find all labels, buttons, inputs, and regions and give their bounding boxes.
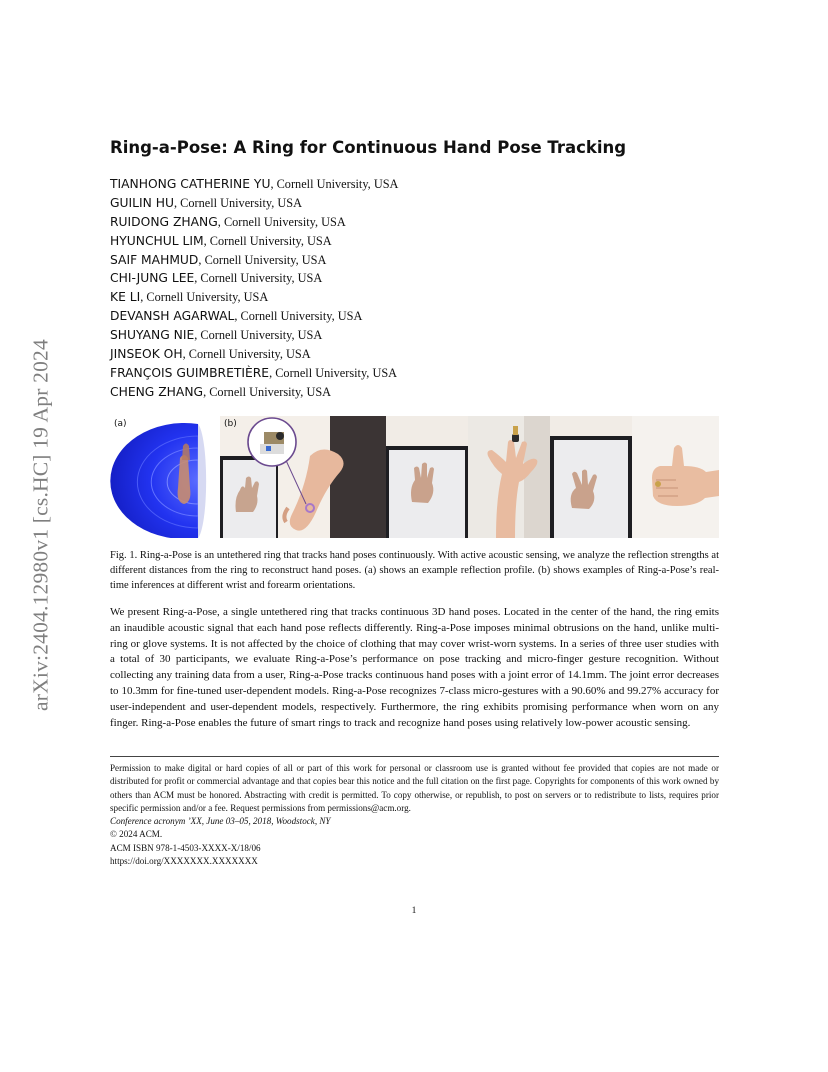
arxiv-stamp-text: arXiv:2404.12980v1 [cs.HC] 19 Apr 2024 — [28, 339, 53, 711]
author-name: SHUYANG NIE — [110, 328, 195, 343]
author-affiliation: Cornell University, USA — [209, 384, 332, 399]
author-name: KE LI — [110, 290, 141, 305]
author-affiliation: Cornell University, USA — [276, 177, 399, 191]
author-entry: SAIF MAHMUD, Cornell University, USA — [110, 252, 327, 267]
author-name: JINSEOK OH — [110, 347, 183, 362]
author-name: FRANÇOIS GUIMBRETIÈRE — [110, 365, 270, 380]
author-name: SAIF MAHMUD — [110, 252, 199, 267]
footnote-block — [110, 762, 719, 868]
thumbs-up-photo — [632, 416, 719, 538]
footnote-rule — [110, 756, 719, 757]
figure-label-a: (a) — [114, 419, 127, 429]
author-entry: KE LI, Cornell University, USA — [110, 290, 269, 305]
permission-notice: Permission to make digital or hard copies of all or part of this work for personal or classroom use is granted without fee provided that copies are not made or distributed for profit or commercial advantage and that copies bear this notice and the full citation on the first page. Copyrights for components of this work owned by others than ACM must be honored. Abstracting with credit is permitted. To copy otherwise, or republish, to post on servers or to redistribute to lists, requires prior specific permission and/or a fee. Request permissions from permissions@acm.org. — [110, 763, 719, 813]
hand-gesture-photo — [468, 416, 550, 538]
author-name: DEVANSH AGARWAL — [110, 309, 235, 324]
figure-caption: Fig. 1. Ring-a-Pose is an untethered ring that tracks hand poses continuously. With active acoustic sensing, we analyze the reflection strengths at different distances from the ring to reconstruct hand poses. (a) shows an example reflection profile. (b) shows examples of Ring-a-Pose’s real-time inferences at different wrist and forearm orientations. — [110, 550, 719, 592]
arxiv-stamp — [26, 290, 56, 760]
author-name: CHENG ZHANG — [110, 384, 204, 399]
page-number: 1 — [411, 906, 417, 916]
author-affiliation: Cornell University, USA — [146, 290, 269, 305]
author-name: TIANHONG CATHERINE YU — [110, 177, 271, 191]
figure-label-b: (b) — [224, 419, 237, 429]
author-affiliation: Cornell University, USA — [240, 309, 363, 324]
author-affiliation: Cornell University, USA — [209, 233, 332, 248]
author-entry: SHUYANG NIE, Cornell University, USA — [110, 328, 323, 343]
author-entry: GUILIN HU, Cornell University, USA — [110, 195, 302, 210]
reflection-profile-image — [110, 416, 208, 538]
author-entry: RUIDONG ZHANG, Cornell University, USA — [110, 214, 346, 229]
author-entry: DEVANSH AGARWAL, Cornell University, USA — [110, 309, 363, 324]
author-affiliation: Cornell University, USA — [223, 214, 346, 229]
author-entry: TIANHONG CATHERINE YU, Cornell University, USA — [110, 177, 399, 191]
author-affiliation: Cornell University, USA — [180, 195, 302, 210]
author-entry: HYUNCHUL LIM, Cornell University, USA — [110, 233, 332, 248]
author-name: RUIDONG ZHANG — [110, 214, 218, 229]
teaser-figure — [110, 416, 719, 538]
ring-demo-photo — [220, 416, 386, 538]
hand-pose-render-photo — [550, 416, 632, 538]
abstract: We present Ring-a-Pose, a single untethered ring that tracks continuous 3D hand poses. Located in the center of the hand, the ring emits an inaudible acoustic signal that each hand pose reflects differently. Ring-a-Pose imposes minimal obtrusions on the hand, unlike multi-ring or glove systems. It is not affected by the choice of clothing that may cover wrist-worn systems. In a series of three user studies with a total of 30 participants, we evaluate Ring-a-Pose’s performance on pose tracking and micro-finger gesture recognition. Without collecting any training data from a user, Ring-a-Pose tracks continuous hand poses with a joint error of 14.1mm. The joint error decreases to 10.3mm for fine-tuned user-dependent models. Ring-a-Pose recognizes 7-class micro-gestures with a 90.60% and 99.27% accuracy for user-independent and user-dependent models, respectively. Furthermore, the ring exhibits promising performance when worn on any finger. Ring-a-Pose enables the future of smart rings to track and recognize hand poses using relatively low-power acoustic sensing. — [110, 606, 719, 729]
author-affiliation: Cornell University, USA — [200, 271, 323, 286]
author-entry: JINSEOK OH, Cornell University, USA — [110, 347, 311, 362]
doi-link[interactable]: https://doi.org/XXXXXXX.XXXXXXX — [110, 856, 258, 867]
author-name: HYUNCHUL LIM — [110, 233, 204, 248]
conference-info: Conference acronym ’XX, June 03–05, 2018, Woodstock, NY — [110, 816, 331, 827]
author-list — [110, 175, 398, 402]
author-name: GUILIN HU — [110, 195, 174, 210]
author-affiliation: Cornell University, USA — [188, 347, 311, 362]
author-entry: FRANÇOIS GUIMBRETIÈRE, Cornell University, USA — [110, 365, 398, 380]
paper-title: Ring-a-Pose: A Ring for Continuous Hand Pose Tracking — [110, 138, 627, 157]
author-entry: CHENG ZHANG, Cornell University, USA — [110, 384, 332, 399]
hand-pose-render-photo — [386, 416, 468, 538]
author-name: CHI-JUNG LEE — [110, 271, 195, 286]
author-affiliation: Cornell University, USA — [275, 365, 398, 380]
author-entry: CHI-JUNG LEE, Cornell University, USA — [110, 271, 323, 286]
isbn-line: ACM ISBN 978-1-4503-XXXX-X/18/06 — [110, 842, 261, 853]
author-affiliation: Cornell University, USA — [200, 328, 323, 343]
copyright-line: © 2024 ACM. — [110, 829, 163, 840]
author-affiliation: Cornell University, USA — [204, 252, 327, 267]
